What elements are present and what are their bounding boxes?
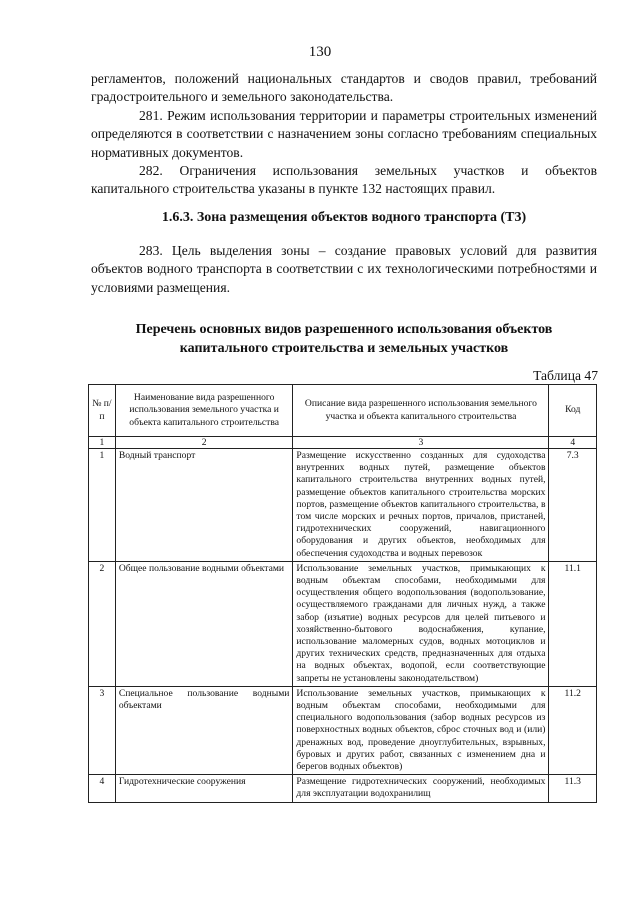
row-name: Гидротехнические сооружения bbox=[115, 775, 293, 802]
index-cell: 3 bbox=[293, 437, 549, 449]
paragraph-282: 282. Ограничения использования земельных участков и объектов капитального строительства указаны в пункте 132 настоящих правил. bbox=[91, 163, 597, 197]
table-row bbox=[89, 561, 597, 686]
paragraph-283: 283. Цель выделения зоны – создание правовых условий для развития объектов водного транспорта в соответствии с их технологическими потребностями и условиями размещения. bbox=[91, 243, 597, 295]
header-name: Наименование вида разрешенного использования земельного участка и объекта капитального строительства bbox=[115, 385, 293, 437]
row-desc: Использование земельных участков, примыкающих к водным объектам способами, необходимыми для осуществления общего водопользования (водопользование, осуществляемого гражданами для личных нужд, а также забор (изъятие) водных ресурсов для целей питьевого и хозяйственно-бытового водоснабжения, купание, использование маломерных судов, водных мотоциклов и других технических средств, предназначенных для отдыха на водных объектах, водопой, если соответствующие запреты не установлены законодательством) bbox=[293, 561, 549, 686]
table-caption: Таблица 47 bbox=[533, 368, 598, 383]
row-desc: Размещение искусственно созданных для судоходства внутренних водных путей, размещение объектов капитального строительства внутренних водных путей, размещение объектов капитального строительства морских портов, размещение объектов капитального строительства, в том числе морских и речных портов, причалов, пристаней, гидротехнических сооружений, навигационного оборудования и других объектов, необходимых для обеспечения судоходства и водных перевозок bbox=[293, 449, 549, 562]
row-name: Общее пользование водными объектами bbox=[115, 561, 293, 686]
row-num: 4 bbox=[89, 775, 116, 802]
index-cell: 4 bbox=[549, 437, 597, 449]
row-num: 1 bbox=[89, 449, 116, 562]
table-row bbox=[89, 686, 597, 774]
row-code: 11.3 bbox=[549, 775, 597, 802]
header-code: Код bbox=[549, 385, 597, 437]
list-title: Перечень основных видов разрешенного использования объектов капитального строительства и земельных участков bbox=[135, 322, 553, 356]
row-name: Водный транспорт bbox=[115, 449, 293, 562]
header-desc: Описание вида разрешенного использования земельного участка и объекта капитального строительства bbox=[293, 385, 549, 437]
row-name: Специальное пользование водными объектами bbox=[115, 686, 293, 774]
paragraph-281: 281. Режим использования территории и параметры строительных изменений определяются в соответствии с назначением зоны согласно требованиям специальных нормативных документов. bbox=[91, 107, 597, 160]
table-header-row bbox=[89, 385, 597, 437]
row-desc: Размещение гидротехнических сооружений, необходимых для эксплуатации водохранилищ bbox=[293, 775, 549, 802]
row-num: 2 bbox=[89, 561, 116, 686]
paragraph-continuation: регламентов, положений национальных стандартов и сводов правил, требований градостроительного и земельного законодательства. bbox=[91, 71, 597, 105]
table-row bbox=[89, 775, 597, 802]
header-num: № п/п bbox=[89, 385, 116, 437]
row-num: 3 bbox=[89, 686, 116, 774]
table-index-row bbox=[89, 437, 597, 449]
intro-text bbox=[91, 70, 597, 199]
index-cell: 2 bbox=[115, 437, 293, 449]
index-cell: 1 bbox=[89, 437, 116, 449]
table-row bbox=[89, 449, 597, 562]
row-code: 11.2 bbox=[549, 686, 597, 774]
section-heading: 1.6.3. Зона размещения объектов водного транспорта (Т3) bbox=[161, 210, 527, 225]
permitted-use-table bbox=[88, 384, 597, 803]
row-code: 11.1 bbox=[549, 561, 597, 686]
paragraph-283-block bbox=[91, 242, 597, 297]
row-desc: Использование земельных участков, примыкающих к водным объектам способами, необходимыми для специального водопользования (забор водных ресурсов из поверхностных водных объектов, сброс сточных вод и (или) дренажных вод, проведение дноуглубительных, взрывных, буровых и других работ, связанных с изменением дна и берегов водных объектов) bbox=[293, 686, 549, 774]
page-number: 130 bbox=[308, 44, 332, 60]
row-code: 7.3 bbox=[549, 449, 597, 562]
